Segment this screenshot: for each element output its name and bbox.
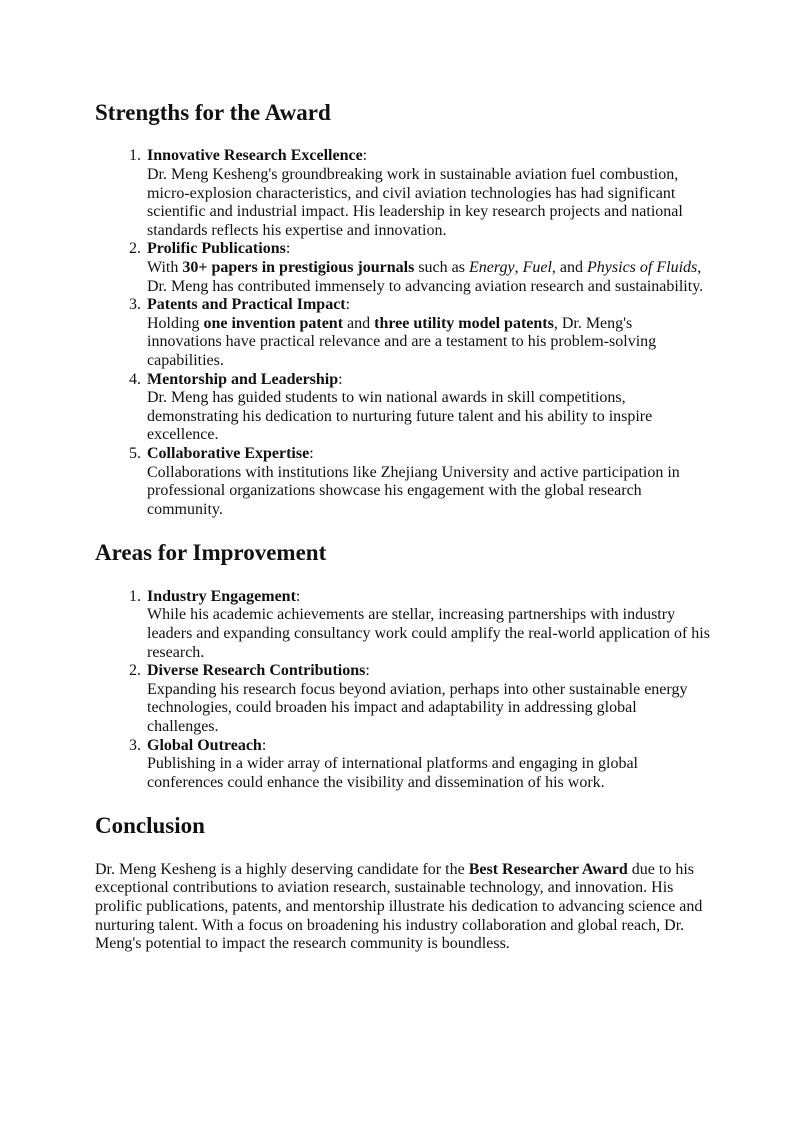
italic-text-run: Fuel [522,259,552,276]
bold-text-run: three utility model patents [374,314,554,332]
section-improvement [95,540,710,792]
text-run: and [343,314,375,332]
list-item-title: Global Outreach [147,736,262,754]
list-item-body [147,389,652,443]
text-run: Dr. Meng has guided students to win national awards in skill competitions, demonstrating his dedication to nurturing future talent and his ability to inspire excellence. [147,389,653,444]
section-conclusion [95,813,710,953]
bold-text-run: Best Researcher Award [468,860,628,878]
conclusion-paragraph [95,861,710,954]
list-item-body [147,755,638,791]
list-item-colon: : [362,147,368,165]
text-run: , Dr. Meng's innovations have practical relevance and are a testament to his problem-solving capabilities. [147,314,657,369]
italic-text-run: Physics of Fluids [587,259,698,276]
list-item-colon: : [285,240,291,258]
text-run: such as [414,259,469,276]
text-run: While his academic achievements are stellar, increasing partnerships with industry leaders and expanding consultancy work could amplify the real-world application of his research. [147,606,710,661]
list-item-title: Diverse Research Contributions [147,662,366,680]
list-item-body [147,681,687,735]
text-run: , [514,259,523,276]
list-item-colon: : [338,370,343,388]
list-item-body [147,464,680,518]
text-run: due to his exceptional contributions to aviation research, sustainable technology, and innovation. His prolific publications, patents, and mentorship illustrate his dedication to advancing science and nurturing talent. With a focus on broadening his industry collaboration and global reach, Dr. Meng's potential to impact the research community is boundless. [95,860,703,953]
list-item-body [147,315,656,369]
list-item-title: Prolific Publications [147,240,286,258]
text-run: Publishing in a wider array of international platforms and engaging in global conferences could enhance the visibility and dissemination of his work. [147,755,638,791]
list-item-title: Mentorship and Leadership [147,370,339,388]
list-item-title: Patents and Practical Impact [147,296,346,314]
text-run: , and [551,259,588,276]
text-run: Collaborations with institutions like Zhejiang University and active participation in professional organizations showcase his engagement with the global research community. [147,463,680,518]
list-item [145,147,710,240]
list-item [145,240,710,296]
text-run: Dr. Meng Kesheng's groundbreaking work in sustainable aviation fuel combustion, micro-explosion characteristics, and civil aviation technologies has had significant scientific and industrial impact. His leadership in key research projects and national standards reflects his expertise and innovation. [147,166,683,239]
list-item [145,296,710,370]
text-run: Expanding his research focus beyond aviation, perhaps into other sustainable energy technologies, could broaden his impact and adaptability in addressing global challenges. [147,680,688,735]
list-item-body [147,259,703,295]
improvement-heading: Areas for Improvement [95,540,327,566]
italic-text-run: Energy [468,259,515,276]
list-item-title: Innovative Research Excellence [147,147,363,165]
bold-text-run: 30+ papers in prestigious journals [182,259,415,276]
text-run: , Dr. Meng has contributed immensely to advancing aviation research and sustainability. [147,259,704,295]
text-run: Holding [147,314,204,332]
text-run: Dr. Meng Kesheng is a highly deserving candidate for the [95,860,469,878]
list-item-colon: : [295,587,301,605]
list-item [145,662,710,736]
conclusion-heading: Conclusion [95,813,205,839]
list-item-title: Collaborative Expertise [147,444,310,462]
list-item [145,445,710,519]
improvement-list [95,588,710,793]
list-item-title: Industry Engagement [147,587,296,605]
text-run: With [147,259,183,276]
list-item-colon: : [365,662,370,680]
list-item-body [147,166,683,239]
list-item-colon: : [309,444,314,462]
strengths-list [95,147,710,519]
list-item-colon: : [261,736,267,754]
list-item-body [147,606,710,660]
list-item [145,737,710,793]
bold-text-run: one invention patent [203,314,344,332]
list-item [145,371,710,445]
list-item-colon: : [345,296,351,314]
list-item [145,588,710,662]
section-strengths [95,100,710,519]
strengths-heading: Strengths for the Award [95,100,331,125]
